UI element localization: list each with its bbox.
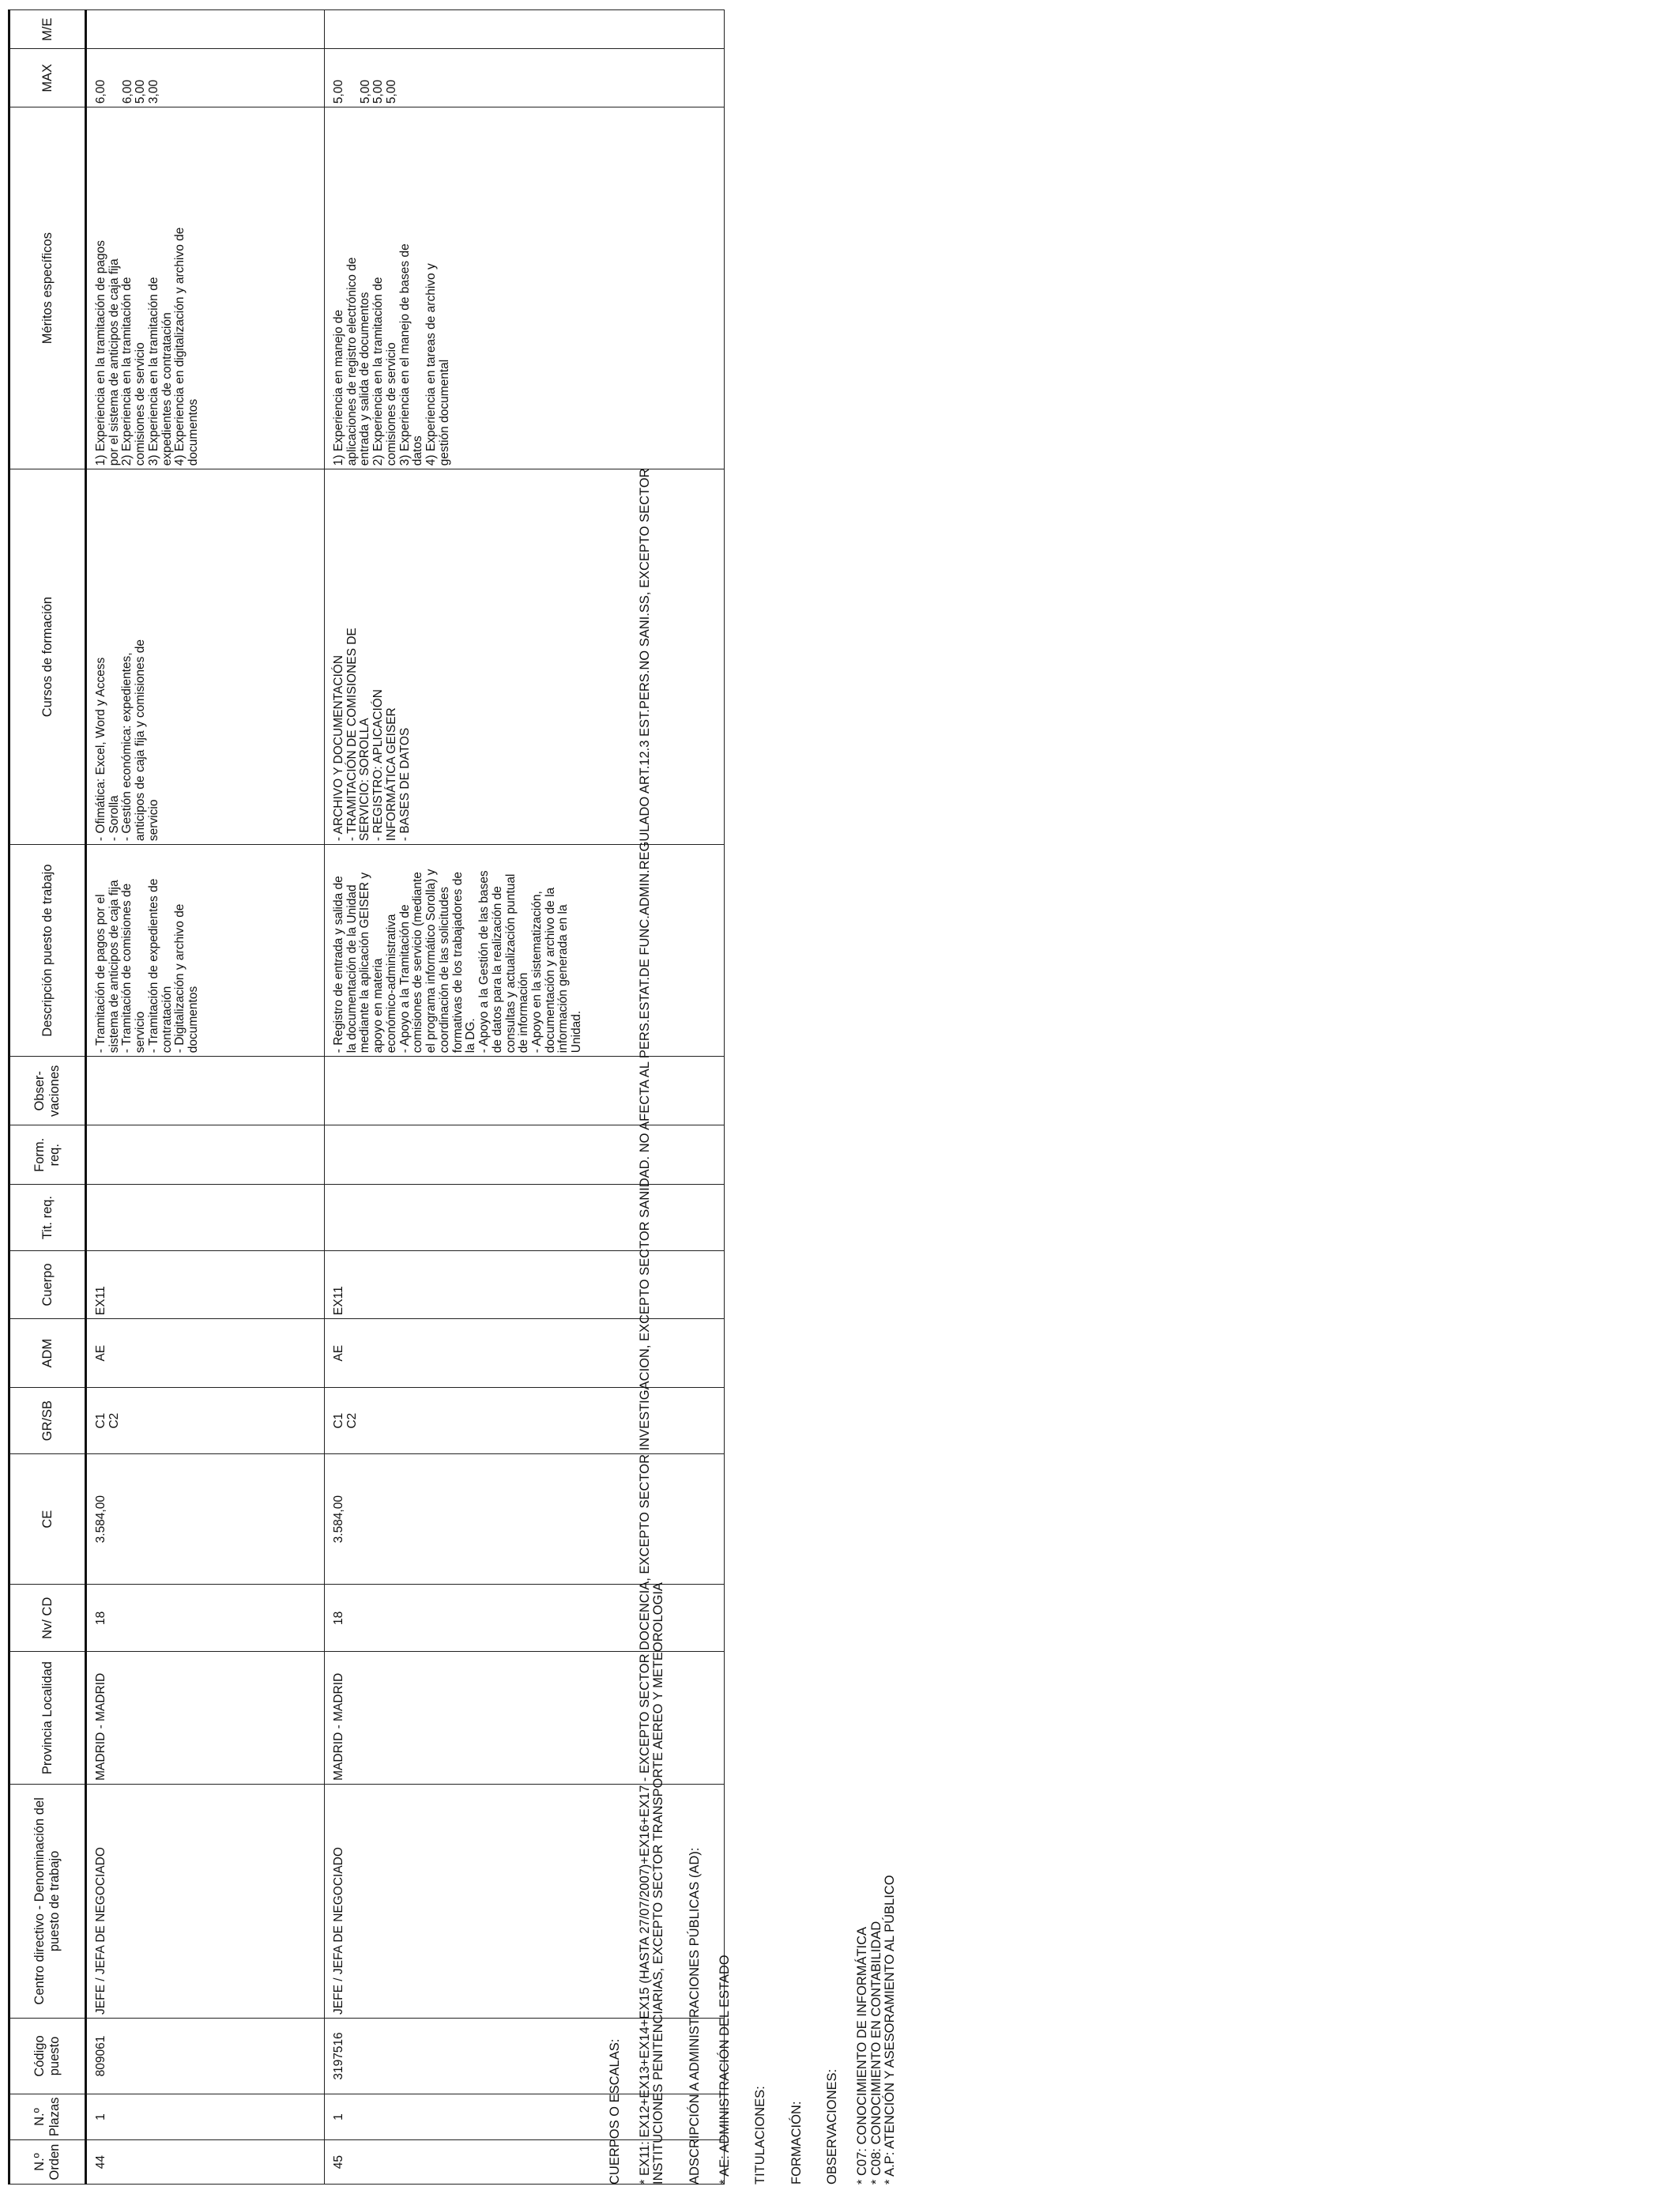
cell-adm: AE [86, 1319, 325, 1388]
text-line: anticipos de caja fija y comisiones de [134, 639, 148, 842]
text-line: - Gestión económica: expedientes, [120, 652, 134, 842]
denominacion: JEFE / JEFA DE NEGOCIADO [332, 1847, 345, 2015]
grupo-1: C1 [332, 1412, 345, 1429]
cell-orden: 44 [86, 2140, 325, 2185]
adscripcion-block [688, 19, 732, 2185]
cell-ce: 3.584,00 [86, 1454, 325, 1585]
cell-cuerpo: EX11 [325, 1251, 725, 1319]
text-line: * C08: CONOCIMIENTO EN CONTABILIDAD [868, 1921, 883, 2185]
text-line: SERVICIO: SOROLLA [358, 718, 372, 842]
text-line: - Apoyo a la Tramitación de [397, 904, 412, 1054]
text-line: - BASES DE DATOS [397, 727, 412, 842]
text-line: contratación [160, 986, 174, 1054]
text-line: - ARCHIVO Y DOCUMENTACIÓN [332, 654, 345, 842]
text-line: - Tramitación de expedientes de [146, 878, 160, 1054]
text-line: la documentación de la Unidad [345, 884, 359, 1054]
cell-ce: 3.584,00 [325, 1454, 725, 1585]
text-line: servicio [134, 1011, 148, 1054]
denominacion: JEFE / JEFA DE NEGOCIADO [94, 1847, 107, 2015]
text-line: comisiones de servicio [134, 342, 148, 466]
cuerpos-line-1: * EX11: EX12+EX13+EX14+EX15 (HASTA 27/07/2007)+EX16+EX17 - EXCEPTO SECTOR DOCENCIA, EXCEPTO SECTOR INVESTIGACION, EXCEPTO SECTOR SANIDAD. NO AFECTA AL PERS.ESTAT.DE FUNC.ADMIN.REGULADO ART.12.3 EST.PERS.NO SANI.SS, EXCEPTO SECTOR [637, 468, 652, 2185]
header-ce: CE [9, 1454, 86, 1585]
text-line: datos [411, 435, 425, 466]
text-line: el programa informático Sorolla) y [424, 869, 439, 1054]
text-line: 5,00 [332, 79, 345, 104]
text-line: aplicaciones de registro electrónico de [345, 257, 359, 466]
text-line: documentos [186, 398, 201, 466]
text-line: * A.P: ATENCIÓN Y ASESORAMIENTO AL PÚBLICO [883, 1875, 898, 2185]
table-row [86, 10, 325, 2185]
text-line: - Digitalización y archivo de [173, 903, 187, 1054]
text-line: 6,00 [94, 79, 107, 104]
text-line: 1) Experiencia en la tramitación de pagos [94, 239, 107, 466]
text-line: entrada y salida de documentos [358, 292, 372, 466]
observaciones-list [856, 19, 898, 2185]
text-line: de información [517, 972, 531, 1054]
cell-nivel: 18 [325, 1585, 725, 1652]
text-line: comisiones de servicio (mediante [411, 872, 425, 1054]
text-line: 3) Experiencia en la tramitación de [146, 277, 160, 466]
grupo-1: C1 [94, 1412, 107, 1429]
header-form: Form. req. [9, 1125, 86, 1185]
text-line: 2) Experiencia en la tramitación de [120, 277, 134, 466]
text-line: expedientes de contratación [160, 312, 174, 466]
text-line: la DG. [464, 1018, 478, 1054]
header-descripcion: Descripción puesto de trabajo [9, 845, 86, 1057]
cell-me [86, 10, 325, 49]
cell-provincia: MADRID - MADRID [86, 1652, 325, 1785]
cell-cursos [86, 469, 325, 845]
text-line: - Apoyo en la sistematización, [530, 891, 544, 1054]
text-line: - Registro de entrada y salida de [332, 876, 345, 1054]
formacion-title: FORMACIÓN: [789, 2101, 804, 2185]
text-line: documentos [186, 986, 201, 1054]
text-line: 5,00 [134, 79, 148, 104]
header-me: M/E [9, 10, 86, 49]
text-line: por el sistema de anticipos de caja fija [107, 258, 121, 466]
text-line: mediante la aplicación GEISER y [358, 872, 372, 1054]
text-line: 3,00 [147, 79, 161, 104]
cell-grsb [86, 1388, 325, 1454]
header-nivel: Nv/ CD [9, 1585, 86, 1652]
text-line: - REGISTRO: APLICACIÓN [371, 689, 386, 842]
header-adm: ADM [9, 1319, 86, 1388]
text-line: 3) Experiencia en el manejo de bases de [397, 243, 412, 466]
text-line: consultas y actualización puntual [503, 873, 518, 1054]
observaciones-title: OBSERVACIONES: [825, 2068, 840, 2185]
header-meritos: Méritos específicos [9, 107, 86, 469]
cell-max [86, 49, 325, 107]
header-codigo: Código puesto [9, 2018, 86, 2094]
cuerpos-block [608, 19, 666, 2185]
header-centro: Centro directivo - Denominación del puesto de trabajo [9, 1784, 86, 2018]
adscripcion-title: ADSCRIPCIÓN A ADMINISTRACIONES PÚBLICAS (AD): [687, 1847, 702, 2185]
cell-meritos [86, 107, 325, 469]
text-line: documentación y archivo de la [543, 887, 557, 1054]
header-grsb: GR/SB [9, 1388, 86, 1454]
cell-codigo: 3197516 [325, 2018, 725, 2094]
text-line: sistema de anticipos de caja fija [107, 880, 121, 1054]
text-line: - Sorolla [107, 795, 121, 842]
grupo-2: C2 [107, 1412, 121, 1429]
header-row [9, 10, 86, 2185]
text-line: Unidad. [570, 1010, 584, 1054]
text-line: - Tramitación de comisiones de [120, 883, 134, 1054]
text-line: - Ofimática: Excel, Word y Access [94, 657, 107, 842]
grupo-2: C2 [345, 1412, 359, 1429]
text-line: apoyo en materia [371, 958, 386, 1054]
cell-cuerpo: EX11 [86, 1251, 325, 1319]
text-line: 5,00 [358, 79, 372, 104]
notes-section [608, 19, 920, 2185]
text-line: información generada en la [556, 904, 571, 1054]
text-line: de datos para la realización de [490, 886, 504, 1054]
header-orden: N.º Orden [9, 2140, 86, 2185]
cell-orden: 45 [325, 2140, 725, 2185]
text-line: 5,00 [371, 79, 386, 104]
cell-obs [86, 1057, 325, 1125]
cell-nivel: 18 [86, 1585, 325, 1652]
text-line [346, 52, 360, 104]
header-plazas: N.º Plazas [9, 2094, 86, 2140]
header-cursos: Cursos de formación [9, 469, 86, 845]
observaciones-block [826, 19, 898, 2185]
cell-tit [86, 1185, 325, 1251]
header-tit: Tit. req. [9, 1185, 86, 1251]
text-line: económico-administrativa [384, 914, 398, 1054]
header-provincia: Provincia Localidad [9, 1652, 86, 1785]
cell-plazas: 1 [86, 2094, 325, 2140]
text-line: 5,00 [385, 79, 399, 104]
cell-adm: AE [325, 1319, 725, 1388]
titulaciones-title: TITULACIONES: [753, 2086, 768, 2185]
header-max: MAX [9, 49, 86, 107]
cell-centro [86, 1784, 325, 2018]
text-line: coordinación de las solicitudes [437, 887, 451, 1054]
text-line: 6,00 [120, 79, 134, 104]
cell-codigo: 809061 [86, 2018, 325, 2094]
text-line: 1) Experiencia en manejo de [332, 309, 345, 466]
header-obs: Obser- vaciones [9, 1057, 86, 1125]
text-line: - TRAMITACIÓN DE COMISIONES DE [345, 628, 359, 842]
cell-form [86, 1125, 325, 1185]
adscripcion-line: * AE: ADMINISTRACIÓN DEL ESTADO [717, 1955, 732, 2185]
formacion-block [790, 19, 804, 2185]
text-line: - Apoyo a la Gestión de las bases [477, 870, 492, 1054]
text-line: comisiones de servicio [384, 342, 398, 466]
text-line: 2) Experiencia en la tramitación de [371, 277, 386, 466]
text-line: servicio [146, 799, 160, 842]
cell-descripcion [86, 845, 325, 1057]
cuerpos-line-2: INSTITUCIONES PENITENCIARIAS, EXCEPTO SECTOR TRANSPORTE AEREO Y METEOROLOGIA [651, 1582, 666, 2185]
text-line [108, 52, 122, 104]
cell-provincia: MADRID - MADRID [325, 1652, 725, 1785]
text-line: gestión documental [437, 359, 451, 466]
text-line: * C07: CONOCIMIENTO DE INFORMÁTICA [855, 1926, 870, 2185]
cuerpos-title: CUERPOS O ESCALAS: [608, 2038, 622, 2185]
header-cuerpo: Cuerpo [9, 1251, 86, 1319]
text-line: 4) Experiencia en tareas de archivo y [424, 263, 439, 466]
text-line: - Tramitación de pagos por el [94, 894, 107, 1054]
titulaciones-block [754, 19, 768, 2185]
text-line: 4) Experiencia en digitalización y archivo de [173, 227, 187, 466]
text-line: INFORMÁTICA GEISER [384, 707, 398, 842]
text-line: formativas de los trabajadores de [450, 872, 465, 1054]
cell-plazas: 1 [325, 2094, 725, 2140]
